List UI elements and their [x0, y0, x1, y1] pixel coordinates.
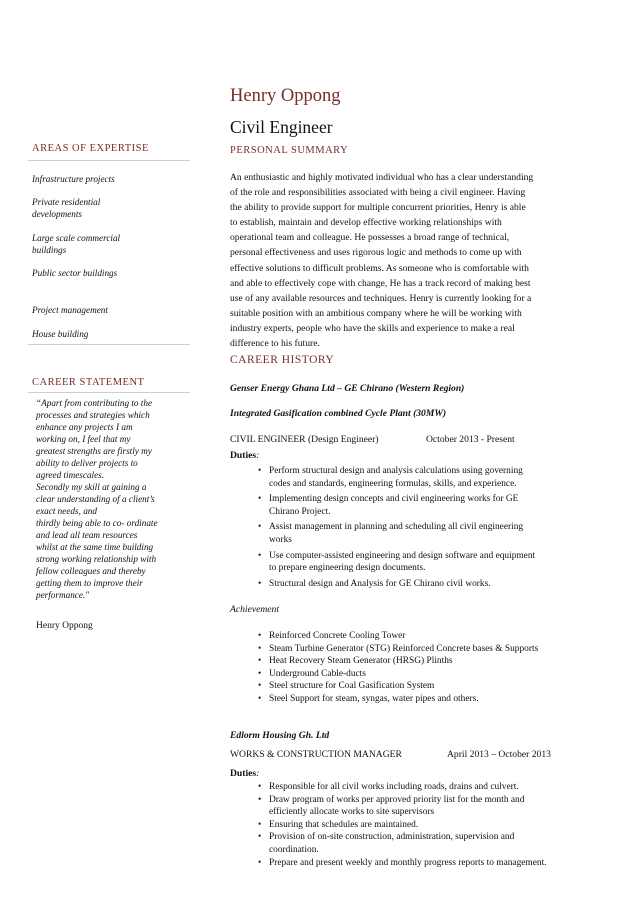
- career-statement-line: performance.": [36, 590, 90, 600]
- career-statement-line: getting them to improve their: [36, 578, 143, 588]
- list-item-text: Steel structure for Coal Gasification System: [269, 681, 435, 692]
- career-statement-line: processes and strategies which: [36, 410, 150, 420]
- list-item: [230, 465, 600, 490]
- expertise-title: AREAS OF EXPERTISE: [32, 143, 149, 154]
- summary-line: suitable position with an ambitious company where he will be working with: [230, 307, 522, 319]
- list-item-text: Chirano Project.: [269, 506, 331, 517]
- career-statement-line: Secondly my skill at gaining a: [36, 482, 147, 492]
- summary-line: and able to effectively cope with change, He has a track record of making best: [230, 277, 531, 289]
- job2-duties-label: Duties:: [230, 768, 260, 779]
- bullet-icon: •: [258, 693, 262, 704]
- job-title: Civil Engineer: [230, 117, 333, 137]
- list-item: [230, 493, 600, 518]
- summary-line: the ability to provide support for multiple concurrent priorities, Henry is able: [230, 202, 526, 214]
- bullet-icon: •: [258, 782, 262, 792]
- summary-line: difference to his future.: [230, 338, 320, 350]
- career-statement-line: fellow colleagues and thereby: [36, 566, 146, 576]
- career-statement-line: enhance any projects I am: [36, 422, 133, 432]
- list-item-text: Steel Support for steam, syngas, water pipes and others.: [269, 693, 479, 704]
- list-item-text: codes and standards, engineering formulas, skills, and experience.: [269, 478, 517, 489]
- expertise-divider: [28, 160, 190, 161]
- summary-line: personal effectiveness and uses rigorous logic and methods to come up with: [230, 247, 522, 259]
- job1-dates: October 2013 - Present: [426, 434, 515, 445]
- list-item-text: Ensuring that schedules are maintained.: [269, 819, 419, 830]
- job1-project: Integrated Gasification combined Cycle Plant (30MW): [230, 408, 447, 419]
- list-item-text: works: [269, 534, 292, 545]
- list-item: [230, 794, 610, 819]
- list-item: [230, 680, 600, 693]
- bullet-icon: •: [258, 643, 262, 654]
- achievements-list: [230, 630, 600, 706]
- expertise-item: Public sector buildings: [32, 268, 118, 278]
- bullet-icon: •: [258, 466, 262, 476]
- achievement-label: Achievement: [230, 604, 280, 615]
- job1-duties-list: [230, 465, 600, 593]
- list-item-text: Steam Turbine Generator (STG) Reinforced Concrete bases & Supports: [269, 643, 539, 654]
- bullet-icon: •: [258, 794, 262, 805]
- career-history-title: CAREER HISTORY: [230, 354, 335, 366]
- list-item: [230, 831, 610, 856]
- list-item-text: Prepare and present weekly and monthly progress reports to management.: [269, 857, 547, 868]
- list-item-text: efficiently allocate works to site supervisors: [269, 807, 435, 818]
- list-item: [230, 857, 610, 870]
- career-statement-line: whilst at the same time building: [36, 542, 154, 552]
- bullet-icon: •: [258, 522, 262, 533]
- job2-duties-list: [230, 781, 610, 869]
- summary-paragraph: [230, 170, 590, 351]
- list-item: [230, 655, 600, 668]
- summary-line: effective solutions to difficult problems. As someone who is comfortable with: [230, 262, 529, 274]
- list-item-text: Responsible for all civil works including roads, drains and culvert.: [269, 782, 519, 792]
- career-statement-title: CAREER STATEMENT: [32, 377, 145, 388]
- expertise-item: Infrastructure projects: [32, 174, 115, 184]
- bullet-icon: •: [258, 857, 262, 868]
- job1-company: Genser Energy Ghana Ltd – GE Chirano (Western Region): [230, 383, 465, 394]
- list-item-text: coordination.: [269, 844, 319, 855]
- bullet-icon: •: [258, 832, 262, 843]
- career-statement-line: agreed timescales.: [36, 470, 105, 480]
- job2-role: WORKS & CONSTRUCTION MANAGER: [230, 749, 402, 760]
- career-statement-line: working on, I feel that my: [36, 434, 131, 444]
- list-item-text: Structural design and Analysis for GE Chirano civil works.: [269, 578, 491, 589]
- list-item-text: Draw program of works per approved priority list for the month and: [269, 794, 525, 805]
- expertise-item: Project management: [32, 305, 108, 315]
- career-statement-line: clear understanding of a client’s: [36, 494, 155, 504]
- summary-title: PERSONAL SUMMARY: [230, 145, 349, 156]
- list-item: [230, 819, 610, 832]
- career-statement-line: exact needs, and: [36, 506, 97, 516]
- list-item: [230, 643, 600, 656]
- job2-dates: April 2013 – October 2013: [447, 749, 551, 760]
- bullet-icon: •: [258, 631, 262, 641]
- bullet-icon: •: [258, 819, 262, 830]
- list-item-text: Use computer-assisted engineering and design software and equipment: [269, 550, 536, 561]
- bullet-icon: •: [258, 681, 262, 692]
- list-item: [230, 693, 600, 706]
- summary-line: use of any available resources and techniques. Henry is currently looking for a: [230, 292, 532, 304]
- expertise-item: developments: [32, 209, 83, 219]
- career-statement: [36, 397, 196, 601]
- candidate-name: Henry Oppong: [230, 86, 341, 106]
- list-item: [230, 578, 600, 591]
- list-item: [230, 781, 610, 794]
- list-item: [230, 630, 600, 643]
- bullet-icon: •: [258, 494, 262, 505]
- list-item-text: Assist management in planning and scheduling all civil engineering: [269, 522, 524, 533]
- expertise-item: buildings: [32, 245, 67, 255]
- career-statement-line: greatest strengths are firstly my: [36, 446, 152, 456]
- expertise-item: Large scale commercial: [32, 233, 121, 243]
- signature-name: Henry Oppong: [36, 621, 93, 631]
- list-item-text: Perform structural design and analysis calculations using governing: [269, 466, 523, 476]
- list-item: [230, 668, 600, 681]
- list-item: [230, 550, 600, 575]
- career-statement-line: strong working relationship with: [36, 554, 157, 564]
- summary-line: to establish, maintain and develop effective working relationships with: [230, 217, 502, 229]
- expertise-end-divider: [28, 344, 190, 345]
- summary-line: operational team and colleague. He possesses a broad range of technical,: [230, 232, 510, 244]
- job1-role: CIVIL ENGINEER (Design Engineer): [230, 434, 379, 445]
- expertise-item: Private residential: [32, 197, 101, 207]
- list-item-text: Implementing design concepts and civil engineering works for GE: [269, 494, 519, 505]
- career-statement-line: “Apart from contributing to the: [36, 398, 153, 408]
- bullet-icon: •: [258, 550, 262, 561]
- job1-duties-label: Duties:: [230, 450, 260, 461]
- list-item-text: to prepare engineering design documents.: [269, 563, 426, 574]
- summary-line: industry experts, people who have the skills and experience to make a real: [230, 322, 515, 334]
- job2-company: Edlorm Housing Gh. Ltd: [230, 730, 330, 741]
- list-item-text: Reinforced Concrete Cooling Tower: [269, 631, 406, 641]
- bullet-icon: •: [258, 668, 262, 679]
- career-statement-line: thirdly being able to co- ordinate: [36, 518, 158, 528]
- bullet-icon: •: [258, 656, 262, 667]
- expertise-item: House building: [32, 329, 89, 339]
- career-statement-line: and lead all team resources: [36, 530, 138, 540]
- list-item-text: Provision of on-site construction, administration, supervision and: [269, 832, 515, 843]
- summary-line: An enthusiastic and highly motivated individual who has a clear understanding: [230, 172, 534, 183]
- bullet-icon: •: [258, 578, 262, 589]
- career-statement-divider: [28, 392, 190, 393]
- list-item: [230, 521, 600, 546]
- list-item-text: Underground Cable-ducts: [269, 668, 366, 679]
- summary-line: of the role and responsibilities associated with being a civil engineer. Having: [230, 187, 526, 199]
- career-statement-line: ability to deliver projects to: [36, 458, 138, 468]
- list-item-text: Heat Recovery Steam Generator (HRSG) Plinths: [269, 656, 453, 667]
